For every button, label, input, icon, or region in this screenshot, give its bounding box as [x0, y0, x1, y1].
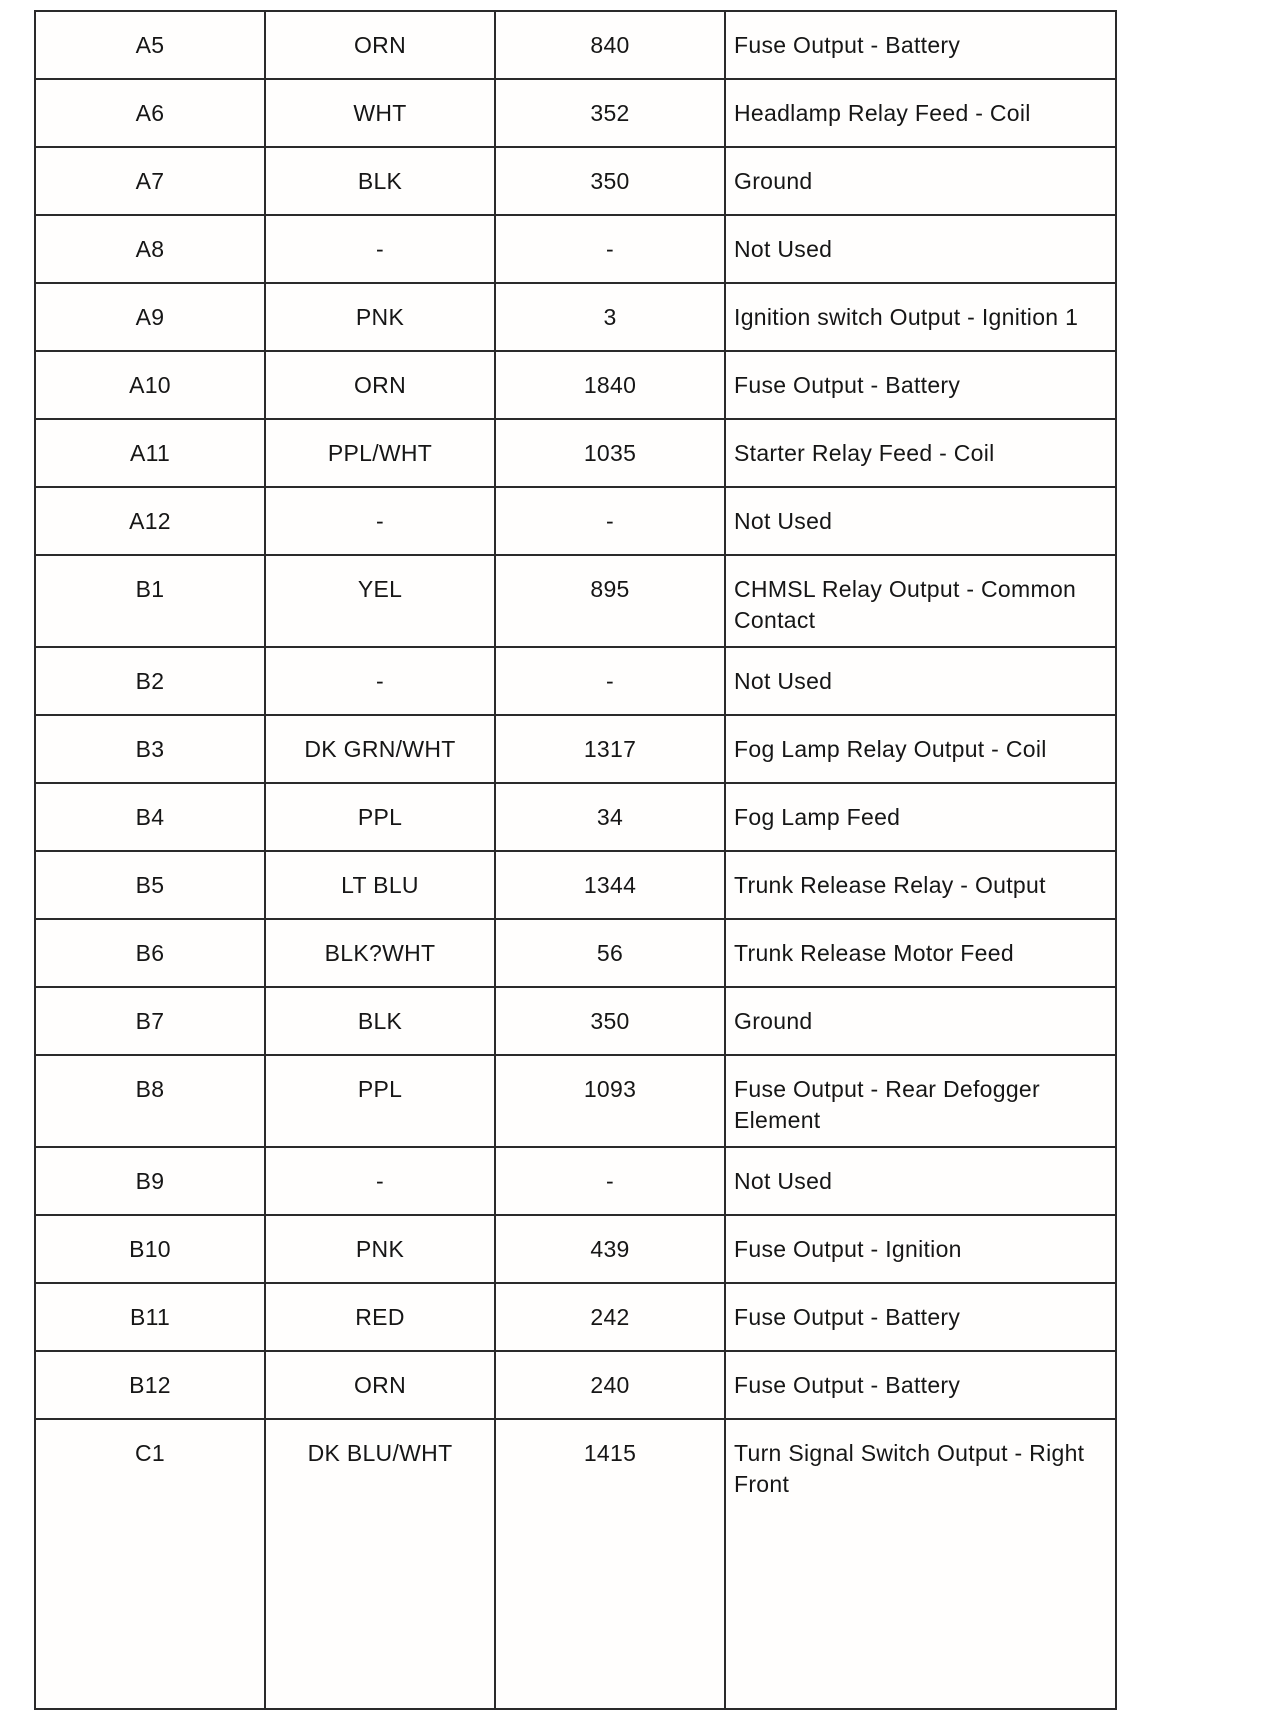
function-cell: Headlamp Relay Feed - Coil [725, 79, 1116, 147]
wire-color-cell: BLK?WHT [265, 919, 495, 987]
function-cell: Fuse Output - Battery [725, 1283, 1116, 1351]
table-row [35, 1283, 1116, 1351]
pin-cell: A7 [35, 147, 265, 215]
circuit-number-cell: 1840 [495, 351, 725, 419]
circuit-number-cell: 56 [495, 919, 725, 987]
wire-color-cell: PNK [265, 1215, 495, 1283]
wire-color-cell: ORN [265, 11, 495, 79]
function-cell: Turn Signal Switch Output - Right Front [725, 1419, 1116, 1709]
function-cell: Trunk Release Relay - Output [725, 851, 1116, 919]
connector-pinout-table [34, 10, 1117, 1710]
wire-color-cell: - [265, 215, 495, 283]
table-row [35, 283, 1116, 351]
circuit-number-cell: 352 [495, 79, 725, 147]
table-row [35, 783, 1116, 851]
wire-color-cell: PNK [265, 283, 495, 351]
pin-cell: B9 [35, 1147, 265, 1215]
pin-cell: A6 [35, 79, 265, 147]
table-row [35, 715, 1116, 783]
circuit-number-cell: - [495, 487, 725, 555]
table-row [35, 79, 1116, 147]
pin-cell: B1 [35, 555, 265, 647]
pin-cell: A5 [35, 11, 265, 79]
function-cell: Fuse Output - Battery [725, 1351, 1116, 1419]
wire-color-cell: DK BLU/WHT [265, 1419, 495, 1709]
wire-color-cell: LT BLU [265, 851, 495, 919]
function-cell: Ignition switch Output - Ignition 1 [725, 283, 1116, 351]
function-cell: Fuse Output - Ignition [725, 1215, 1116, 1283]
table-row [35, 1147, 1116, 1215]
table-row [35, 555, 1116, 647]
pin-cell: B3 [35, 715, 265, 783]
pin-cell: B8 [35, 1055, 265, 1147]
pin-cell: B7 [35, 987, 265, 1055]
pin-cell: B5 [35, 851, 265, 919]
function-cell: Fuse Output - Battery [725, 11, 1116, 79]
pin-cell: B12 [35, 1351, 265, 1419]
pin-cell: A8 [35, 215, 265, 283]
wire-color-cell: ORN [265, 1351, 495, 1419]
circuit-number-cell: 34 [495, 783, 725, 851]
function-cell: Fog Lamp Relay Output - Coil [725, 715, 1116, 783]
table-row [35, 647, 1116, 715]
circuit-number-cell: 3 [495, 283, 725, 351]
wire-color-cell: RED [265, 1283, 495, 1351]
function-cell: Fog Lamp Feed [725, 783, 1116, 851]
wire-color-cell: WHT [265, 79, 495, 147]
pin-cell: B10 [35, 1215, 265, 1283]
table-row [35, 851, 1116, 919]
function-cell: Ground [725, 147, 1116, 215]
circuit-number-cell: 840 [495, 11, 725, 79]
function-cell: Fuse Output - Battery [725, 351, 1116, 419]
wire-color-cell: BLK [265, 147, 495, 215]
table-row [35, 351, 1116, 419]
pin-cell: B2 [35, 647, 265, 715]
circuit-number-cell: 242 [495, 1283, 725, 1351]
wire-color-cell: PPL [265, 1055, 495, 1147]
pinout-table-body [35, 11, 1116, 1709]
circuit-number-cell: 350 [495, 987, 725, 1055]
circuit-number-cell: 439 [495, 1215, 725, 1283]
table-row [35, 419, 1116, 487]
circuit-number-cell: - [495, 1147, 725, 1215]
table-row [35, 215, 1116, 283]
pin-cell: A12 [35, 487, 265, 555]
table-row [35, 11, 1116, 79]
table-row [35, 1351, 1116, 1419]
function-cell: Not Used [725, 1147, 1116, 1215]
function-cell: Not Used [725, 215, 1116, 283]
pin-cell: C1 [35, 1419, 265, 1709]
circuit-number-cell: 1415 [495, 1419, 725, 1709]
wire-color-cell: - [265, 1147, 495, 1215]
wire-color-cell: YEL [265, 555, 495, 647]
wire-color-cell: DK GRN/WHT [265, 715, 495, 783]
table-row [35, 1055, 1116, 1147]
circuit-number-cell: 1344 [495, 851, 725, 919]
table-row [35, 147, 1116, 215]
circuit-number-cell: 1317 [495, 715, 725, 783]
table-row [35, 1419, 1116, 1709]
pin-cell: A10 [35, 351, 265, 419]
function-cell: Starter Relay Feed - Coil [725, 419, 1116, 487]
wire-color-cell: ORN [265, 351, 495, 419]
function-cell: CHMSL Relay Output - Common Contact [725, 555, 1116, 647]
table-row [35, 919, 1116, 987]
wire-color-cell: - [265, 487, 495, 555]
function-cell: Trunk Release Motor Feed [725, 919, 1116, 987]
pin-cell: B4 [35, 783, 265, 851]
pin-cell: B6 [35, 919, 265, 987]
function-cell: Not Used [725, 487, 1116, 555]
wire-color-cell: BLK [265, 987, 495, 1055]
wire-color-cell: PPL [265, 783, 495, 851]
wire-color-cell: - [265, 647, 495, 715]
table-row [35, 1215, 1116, 1283]
circuit-number-cell: - [495, 215, 725, 283]
pin-cell: B11 [35, 1283, 265, 1351]
circuit-number-cell: 240 [495, 1351, 725, 1419]
wire-color-cell: PPL/WHT [265, 419, 495, 487]
circuit-number-cell: - [495, 647, 725, 715]
pin-cell: A9 [35, 283, 265, 351]
circuit-number-cell: 1035 [495, 419, 725, 487]
table-row [35, 487, 1116, 555]
circuit-number-cell: 1093 [495, 1055, 725, 1147]
function-cell: Not Used [725, 647, 1116, 715]
table-row [35, 987, 1116, 1055]
circuit-number-cell: 895 [495, 555, 725, 647]
function-cell: Fuse Output - Rear Defogger Element [725, 1055, 1116, 1147]
circuit-number-cell: 350 [495, 147, 725, 215]
pin-cell: A11 [35, 419, 265, 487]
function-cell: Ground [725, 987, 1116, 1055]
